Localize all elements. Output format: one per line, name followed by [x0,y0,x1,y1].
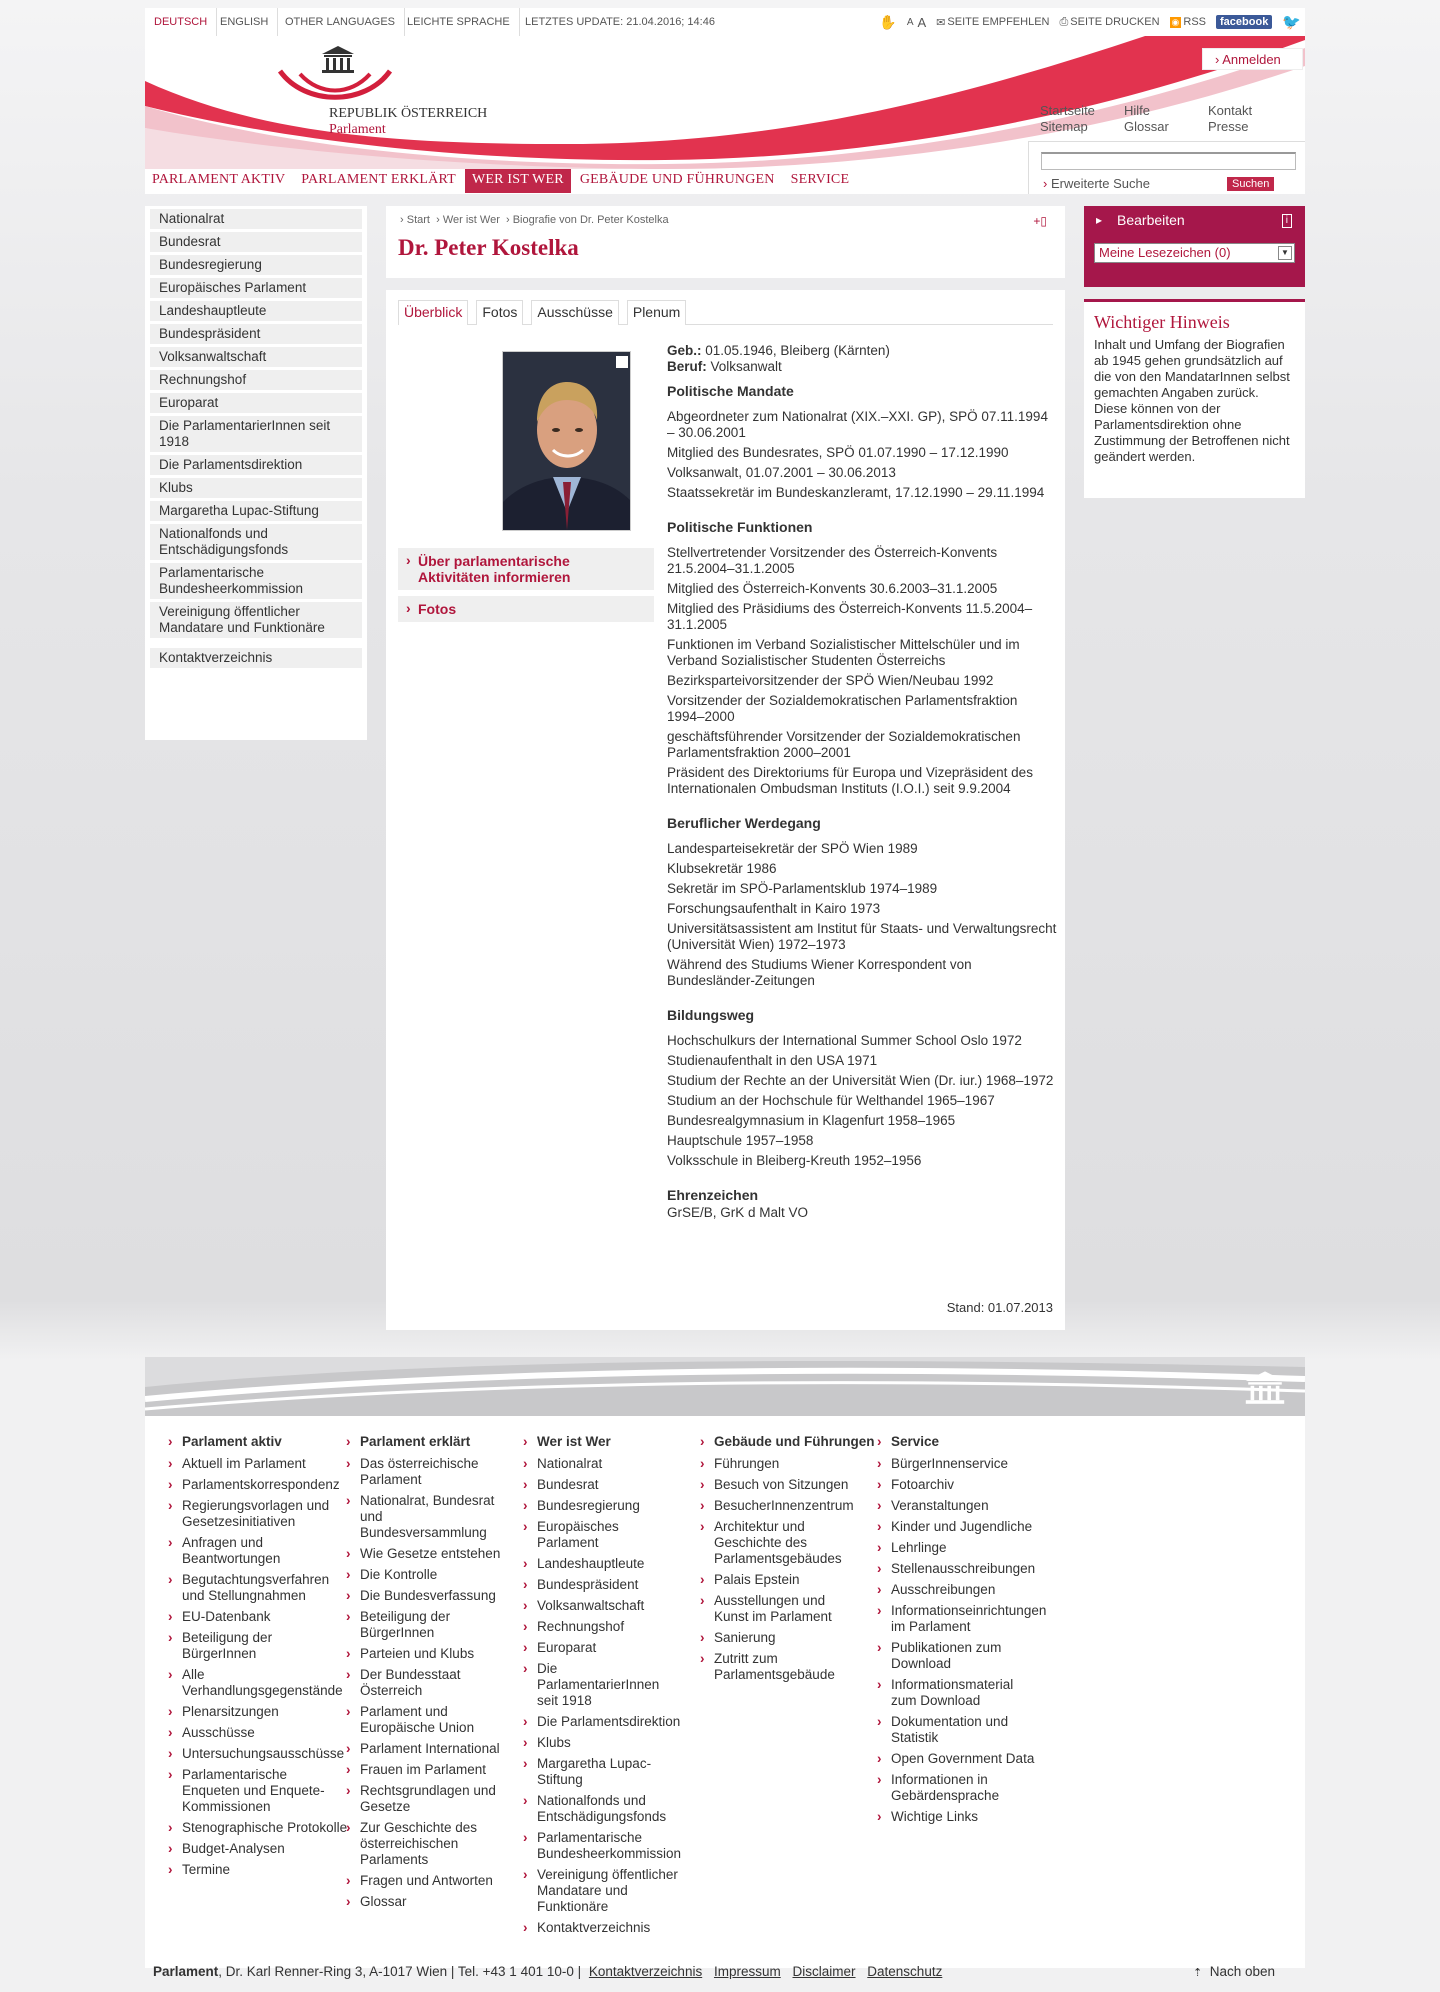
back-to-top-link[interactable] [1193,1964,1275,1979]
footer-link[interactable]: › Führungen [700,1456,860,1472]
footer-link[interactable]: › Publikationen zum Download [877,1640,1037,1672]
footer-link[interactable]: › Zutritt zum Parlamentsgebäude [700,1651,860,1683]
mail-icon: ✉ [936,16,946,29]
bio-entry: Studienaufenthalt in den USA 1971 [667,1053,878,1068]
footer-column-title[interactable]: › Wer ist Wer [523,1434,738,1450]
title-box [386,206,1065,278]
breadcrumb: › Start › Wer ist Wer › Biografie von Dr. Peter Kostelka [400,214,669,226]
bio-section-title: Bildungsweg [667,1007,755,1023]
print-icon: ⎙ [1059,15,1069,28]
footer-link[interactable]: › Bundesregierung [523,1498,683,1514]
footer-link[interactable]: › Bundesrat [523,1477,683,1493]
sidebar-item-bundesheerkommission[interactable]: Parlamentarische Bundesheerkommission [150,563,362,599]
nav-gebaeude[interactable]: GEBÄUDE UND FÜHRUNGEN [579,172,775,187]
bookmarks-value: Meine Lesezeichen (0) [1099,245,1231,260]
link-glossar[interactable]: Glossar [1124,119,1169,134]
biography-content [386,290,1065,1330]
footer-link[interactable]: › Landeshauptleute [523,1556,683,1572]
font-small-button[interactable]: A [906,16,914,28]
sidebar-item-bundesrat[interactable]: Bundesrat [150,232,362,252]
edit-panel [1084,206,1305,287]
top-bar [145,8,1305,36]
footer-link[interactable]: › Plenarsitzungen [168,1704,348,1720]
bio-entry: Volksanwalt, 01.07.2001 – 30.06.2013 [667,465,896,480]
sidebar-item-vereinigung[interactable]: Vereinigung öffentlicher Mandatare und Funktionäre [150,602,362,638]
footer-link[interactable]: › Europäisches Parlament [523,1519,683,1551]
sidebar-item-kontaktverzeichnis[interactable]: Kontaktverzeichnis [150,648,362,668]
arrow-up-icon: ⇡ [1193,1967,1203,1979]
org-line1: REPUBLIK ÖSTERREICH [329,106,488,121]
footer-address [153,1964,942,1979]
bio-entry: Staatssekretär im Bundeskanzleramt, 17.12.1990 – 29.11.1994 [667,485,1045,500]
footer-link[interactable]: › EU-Datenbank [168,1609,348,1625]
footer-link[interactable]: › Die Parlamentsdirektion [523,1714,683,1730]
parliament-logo-icon [1237,1369,1293,1408]
sidebar-item-lupac[interactable]: Margaretha Lupac-Stiftung [150,501,362,521]
side-action-links [398,548,654,628]
footer-link[interactable]: › Klubs [523,1735,683,1751]
footer-link[interactable]: › Regierungsvorlagen und Gesetzesinitiativen [168,1498,348,1530]
footer-link[interactable]: › Volksanwaltschaft [523,1598,683,1614]
footer-link-datenschutz[interactable]: Datenschutz [867,1964,943,1979]
link-hilfe[interactable]: Hilfe [1124,103,1151,118]
footer-link[interactable]: › Untersuchungsausschüsse [168,1746,348,1762]
advanced-search-link[interactable] [1043,176,1150,191]
bio-entry: Volksschule in Bleiberg-Kreuth 1952–1956 [667,1153,922,1168]
info-icon[interactable]: i [1282,214,1292,228]
sign-language-icon[interactable]: ✋ [879,13,897,30]
footer-link[interactable]: › Architektur und Geschichte des Parlamentsgebäudes [700,1519,860,1567]
bio-section-title: Politische Funktionen [667,519,813,535]
born-label: Geb.: [667,343,702,358]
sidebar-item-eu-parlament[interactable]: Europäisches Parlament [150,278,362,298]
bio-entry: Universitätsassistent am Institut für Staats- und Verwaltungsrecht (Universität Wien) 1972–1973 [667,921,1057,952]
edit-title[interactable]: Bearbeiten [1117,212,1185,228]
search-button[interactable]: Suchen [1227,177,1274,191]
footer-link-disclaimer[interactable]: Disclaimer [792,1964,856,1979]
link-presse[interactable]: Presse [1208,119,1249,134]
footer-link[interactable]: › Besuch von Sitzungen [700,1477,860,1493]
footer-link[interactable]: › Kontaktverzeichnis [523,1920,683,1936]
sidebar-item-rechnungshof[interactable]: Rechnungshof [150,370,362,390]
footer-link[interactable]: › Parlamentarische Enqueten und Enquete-Kommissionen [168,1767,348,1815]
lang-leichte-sprache[interactable]: LEICHTE SPRACHE [398,8,520,36]
breadcrumb-current: Biografie von Dr. Peter Kostelka [512,214,669,226]
rss-link[interactable]: RSS [1183,16,1207,28]
footer-link[interactable]: › Bundespräsident [523,1577,683,1593]
footer-link[interactable]: › Wichtige Links [877,1809,1037,1825]
footer-link[interactable]: › Nationalrat, Bundesrat und Bundesversammlung [346,1493,506,1541]
org-line2: Parlament [329,122,386,137]
nav-parlament-erklaert[interactable]: PARLAMENT ERKLÄRT [301,172,456,187]
sidebar-item-bundesregierung[interactable]: Bundesregierung [150,255,362,275]
nav-wer-ist-wer[interactable]: WER IST WER [465,169,571,193]
bio-entry: Sekretär im SPÖ-Parlamentsklub 1974–1989 [667,881,938,896]
bio-entry: Bundesrealgymnasium in Klagenfurt 1958–1965 [667,1113,956,1128]
stand-date: Stand: 01.07.2013 [946,1300,1053,1315]
footer-link[interactable]: › Wie Gesetze entstehen [346,1546,506,1562]
footer-link[interactable]: › Zur Geschichte des österreichischen Parlaments [346,1820,506,1868]
footer-link[interactable]: › Der Bundesstaat Österreich [346,1667,506,1699]
bio-entry: Mitglied des Präsidiums des Österreich-Konvents 11.5.2004–31.1.2005 [667,601,1033,632]
print-link[interactable]: SEITE DRUCKEN [1070,16,1160,28]
lang-deutsch[interactable]: DEUTSCH [145,8,217,36]
footer-link[interactable]: › Aktuell im Parlament [168,1456,348,1472]
left-sidebar [145,206,367,740]
footer-column [877,1434,1092,1830]
page-title: Dr. Peter Kostelka [398,235,579,260]
tab-ueberblick[interactable]: Überblick [398,300,468,325]
footer-link[interactable]: › Parlamentarische Bundesheerkommission [523,1830,683,1862]
footer-link[interactable]: › Die ParlamentarierInnen seit 1918 [523,1661,683,1709]
footer-link[interactable]: › Vereinigung öffentlicher Mandatare und Funktionäre [523,1867,683,1915]
bio-entry: Während des Studiums Wiener Korrespondent von Bundesländer-Zeitungen [667,957,972,988]
sidebar-item-volksanwaltschaft[interactable]: Volksanwaltschaft [150,347,362,367]
footer-link[interactable]: › Ausstellungen und Kunst im Parlament [700,1593,860,1625]
login-label: Anmelden [1222,52,1281,67]
footer-link[interactable]: › Termine [168,1862,348,1878]
notice-title: Wichtiger Hinweis [1094,312,1230,332]
edit-icon: ▸ [1096,213,1103,227]
footer-link[interactable]: › Rechnungshof [523,1619,683,1635]
lang-english[interactable]: ENGLISH [211,8,278,36]
footer-link[interactable]: › Nationalrat [523,1456,683,1472]
footer-link[interactable]: › Stenographische Protokolle [168,1820,348,1836]
biography-text [667,343,1057,1225]
footer-link[interactable]: › Parlament International [346,1741,506,1757]
footer-link[interactable]: › Stellenausschreibungen [877,1561,1037,1577]
sidebar-item-nationalfonds[interactable]: Nationalfonds und Entschädigungsfonds [150,524,362,560]
footer-band [145,1357,1305,1416]
footer-link[interactable]: › Begutachtungsverfahren und Stellungnahmen [168,1572,348,1604]
sidebar-item-europarat[interactable]: Europarat [150,393,362,413]
chevron-right-icon: › [1043,176,1048,191]
footer-link[interactable]: › Informationseinrichtungen im Parlament [877,1603,1037,1635]
footer-link-impressum[interactable]: Impressum [713,1964,781,1979]
footer-link[interactable]: › Veranstaltungen [877,1498,1037,1514]
footer-link[interactable]: › Informationsmaterial zum Download [877,1677,1037,1709]
footer-link[interactable]: › Budget-Analysen [168,1841,348,1857]
footer-link[interactable]: › Glossar [346,1894,506,1910]
bio-entry: Mitglied des Bundesrates, SPÖ 01.07.1990 – 17.12.1990 [667,445,1009,460]
footer-link[interactable]: › Die Kontrolle [346,1567,506,1583]
footer-link[interactable]: › Fragen und Antworten [346,1873,506,1889]
footer-swoosh [145,1357,1305,1416]
footer-link[interactable]: › Ausschüsse [168,1725,348,1741]
sidebar-item-parlamentarier[interactable]: Die ParlamentarierInnen seit 1918 [150,416,362,452]
bio-section-title: Beruflicher Werdegang [667,815,821,831]
font-large-button[interactable]: A [917,14,927,30]
footer-link[interactable]: › Dokumentation und Statistik [877,1714,1037,1746]
site-header [145,36,1305,194]
footer-link[interactable]: › Fotoarchiv [877,1477,1037,1493]
org-name[interactable] [329,106,487,138]
logo-arcs [275,66,395,106]
bio-entry: Funktionen im Verband Sozialistischer Mittelschüler und im Verband Sozialistischer Studenten Österreichs [667,637,1020,668]
link-fotos[interactable]: › Fotos [398,596,654,622]
bio-entry: Hochschulkurs der International Summer School Oslo 1972 [667,1033,1022,1048]
bio-entry: Präsident des Direktoriums für Europa und Vizepräsident des Internationalen Ombudsman Instituts (I.O.I.) seit 9.9.2004 [667,765,1033,796]
bio-entry: Bezirksparteivorsitzender der SPÖ Wien/Neubau 1992 [667,673,994,688]
advanced-search-label: Erweiterte Suche [1050,176,1150,191]
breadcrumb-wer-ist-wer[interactable]: Wer ist Wer [442,214,500,226]
bio-entry: Klubsekretär 1986 [667,861,777,876]
footer-link[interactable]: › BesucherInnenzentrum [700,1498,860,1514]
tab-fotos[interactable]: Fotos [476,300,523,325]
notice-text: Inhalt und Umfang der Biografien ab 1945 gehen grundsätzlich auf die von den MandatarInnen selbst gemachten Angaben zurück. Diese können von der Parlamentsdirektion ohne Zustimmung der Betroffenen nicht geändert werden. [1094,337,1290,464]
rss-icon: ◉ [1171,16,1180,27]
footer-link-kontaktverzeichnis[interactable]: Kontaktverzeichnis [588,1964,703,1979]
add-bookmark-icon[interactable]: +▯ [1033,214,1047,228]
recommend-link[interactable]: SEITE EMPFEHLEN [947,16,1050,28]
site-footer [145,1416,1305,1979]
search-input[interactable] [1041,152,1296,170]
born-value: 01.05.1946, Bleiberg (Kärnten) [705,343,890,358]
footer-link[interactable]: › Kinder und Jugendliche [877,1519,1037,1535]
footer-link[interactable]: › Frauen im Parlament [346,1762,506,1778]
footer-link[interactable]: › Lehrlinge [877,1540,1037,1556]
footer-link[interactable]: › Nationalfonds und Entschädigungsfonds [523,1793,683,1825]
footer-address-text: , Dr. Karl Renner-Ring 3, A-1017 Wien | Tel. +43 1 401 10-0 | [218,1964,582,1979]
twitter-icon[interactable]: 🐦 [1282,14,1301,31]
nav-parlament-aktiv[interactable]: PARLAMENT AKTIV [152,172,286,187]
utility-links [1040,103,1292,135]
bio-entry: Hauptschule 1957–1958 [667,1133,814,1148]
link-aktivitaeten[interactable]: › Über parlamentarische Aktivitäten informieren [398,548,654,590]
footer-link[interactable]: › Ausschreibungen [877,1582,1037,1598]
footer-link[interactable]: › Parteien und Klubs [346,1646,506,1662]
bio-entry: Vorsitzender der Sozialdemokratischen Parlamentsfraktion 1994–2000 [667,693,1018,724]
bookmarks-select[interactable] [1094,243,1295,263]
footer-column-title[interactable]: › Service [877,1434,1092,1450]
chevron-down-icon: ▼ [1278,246,1292,260]
job-label: Beruf: [667,359,707,374]
breadcrumb-start[interactable]: Start [406,214,430,226]
footer-link[interactable]: › Parlamentskorrespondenz [168,1477,348,1493]
notice-box [1084,299,1305,498]
bio-entry: Forschungsaufenthalt in Kairo 1973 [667,901,881,916]
bio-entry: Mitglied des Österreich-Konvents 30.6.2003–31.1.2005 [667,581,998,596]
sidebar-item-klubs[interactable]: Klubs [150,478,362,498]
search-box [1028,141,1305,194]
last-update: LETZTES UPDATE: 21.04.2016; 14:46 [525,16,715,28]
bio-entry: Stellvertretender Vorsitzender des Österreich-Konvents 21.5.2004–31.1.2005 [667,545,998,576]
bio-section-title: Politische Mandate [667,383,794,399]
bio-entry: GrSE/B, GrK d Malt VO [667,1205,809,1220]
back-to-top-label: Nach oben [1209,1964,1276,1979]
login-link[interactable] [1202,48,1303,70]
footer-link[interactable]: › Parlament und Europäische Union [346,1704,506,1736]
portrait-photo[interactable] [502,351,631,531]
nav-service[interactable]: SERVICE [790,172,850,187]
bio-entry: Abgeordneter zum Nationalrat (XIX.–XXI. GP), SPÖ 07.11.1994 – 30.06.2001 [667,409,1048,440]
footer-link[interactable]: › Open Government Data [877,1751,1037,1767]
footer-link[interactable]: › Das österreichische Parlament [346,1456,506,1488]
tab-bar [398,300,1053,325]
bio-entry: Landesparteisekretär der SPÖ Wien 1989 [667,841,918,856]
footer-link[interactable]: › Beteiligung der BürgerInnen [168,1630,348,1662]
footer-org: Parlament [153,1964,219,1979]
link-sitemap[interactable]: Sitemap [1040,119,1088,134]
footer-link[interactable]: › Palais Epstein [700,1572,860,1588]
footer-column-title[interactable]: › Parlament aktiv [168,1434,383,1450]
sidebar-item-parlamentsdirektion[interactable]: Die Parlamentsdirektion [150,455,362,475]
bio-entry: Studium der Rechte an der Universität Wien (Dr. iur.) 1968–1972 [667,1073,1054,1088]
tab-plenum[interactable]: Plenum [627,300,686,325]
sidebar-item-nationalrat[interactable]: Nationalrat [150,209,362,229]
link-startseite[interactable]: Startseite [1040,103,1095,118]
sidebar-item-landeshauptleute[interactable]: Landeshauptleute [150,301,362,321]
footer-link[interactable]: › Rechtsgrundlagen und Gesetze [346,1783,506,1815]
footer-link[interactable]: › Margaretha Lupac-Stiftung [523,1756,683,1788]
footer-link[interactable]: › Beteiligung der BürgerInnen [346,1609,506,1641]
footer-link[interactable]: › Informationen in Gebärdensprache [877,1772,1037,1804]
bio-entry: geschäftsführender Vorsitzender der Sozialdemokratischen Parlamentsfraktion 2000–2001 [667,729,1021,760]
footer-column-title[interactable]: › Gebäude und Führungen [700,1434,915,1450]
sidebar-item-bundespraesident[interactable]: Bundespräsident [150,324,362,344]
main-nav [145,169,856,193]
job-value: Volksanwalt [710,359,782,374]
facebook-button[interactable]: facebook [1216,15,1272,29]
footer-link[interactable]: › Sanierung [700,1630,860,1646]
footer-link[interactable]: › Anfragen und Beantwortungen [168,1535,348,1567]
footer-link[interactable]: › Europarat [523,1640,683,1656]
footer-link[interactable]: › Alle Verhandlungsgegenstände [168,1667,348,1699]
chevron-right-icon: › [1215,52,1220,67]
tab-ausschuesse[interactable]: Ausschüsse [531,300,618,325]
bio-section-title: Ehrenzeichen [667,1187,759,1203]
footer-link[interactable]: › Die Bundesverfassung [346,1588,506,1604]
lang-other[interactable]: OTHER LANGUAGES [276,8,405,36]
footer-column-title[interactable]: › Parlament erklärt [346,1434,561,1450]
link-kontakt[interactable]: Kontakt [1208,103,1253,118]
bio-entry: Studium an der Hochschule für Welthandel 1965–1967 [667,1093,995,1108]
bio-sections [667,383,1057,1221]
footer-link[interactable]: › BürgerInnenservice [877,1456,1037,1472]
